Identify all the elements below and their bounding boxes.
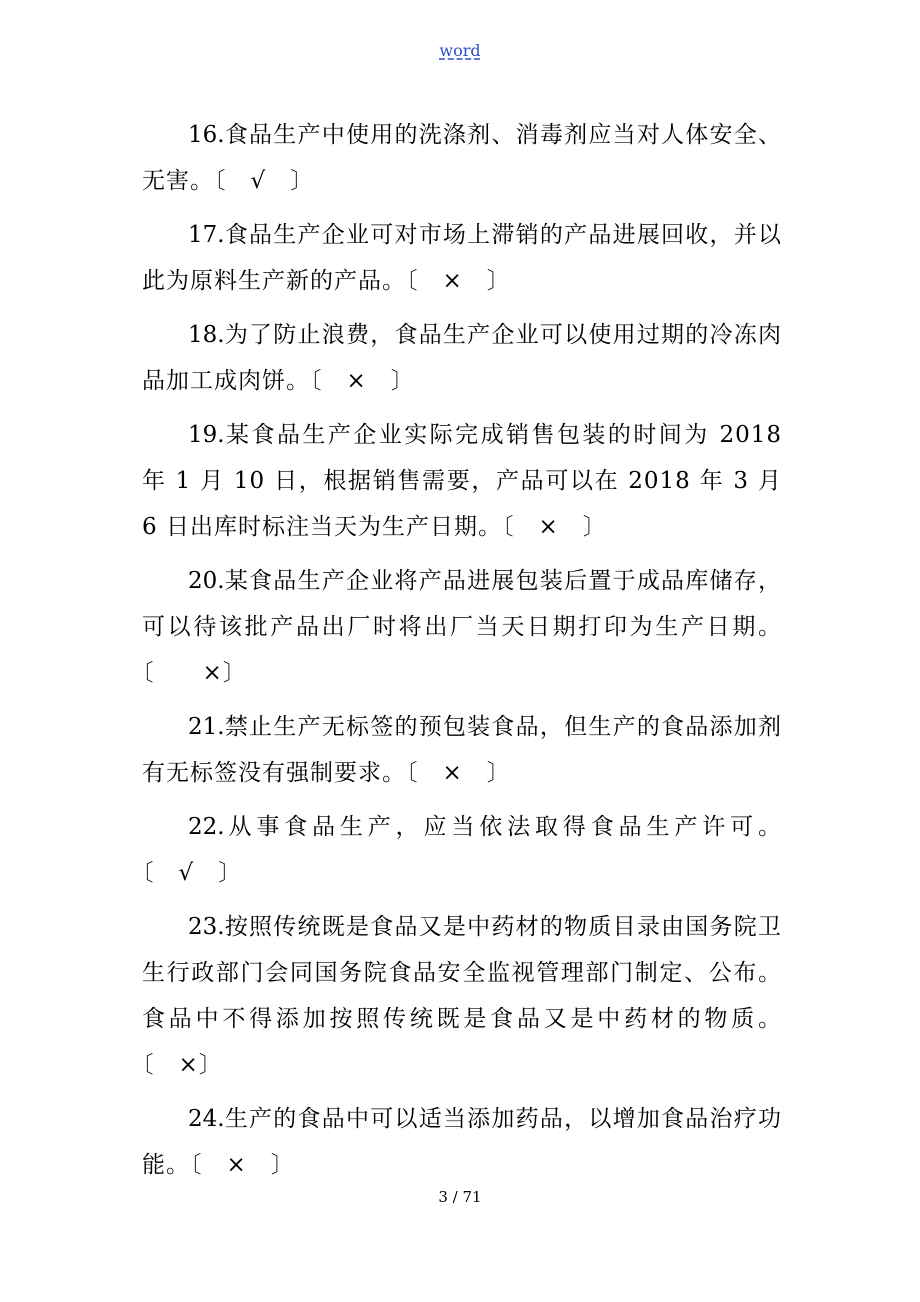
question-number: 21. — [188, 714, 225, 740]
answer-mark: 〔 ×〕 — [142, 1052, 223, 1078]
answer-mark: 〔 × 〕 — [406, 760, 511, 786]
answer-mark: 〔 √ 〕 — [142, 860, 243, 886]
question-item — [142, 312, 782, 404]
answer-mark: 〔 √ 〕 — [214, 168, 315, 194]
page-number: 3 / 71 — [438, 1188, 482, 1206]
question-text: 某食品生产企业实际完成销售包装的时间为 2018 年 1 月 10 日，根据销售需要，产品可以在 2018 年 3 月 6 日出库时标注当天为生产日期。 — [142, 422, 782, 540]
question-item — [142, 704, 782, 796]
question-text: 食品生产中使用的洗涤剂、消毒剂应当对人体安全、无害。 — [142, 122, 782, 194]
answer-mark: 〔 ×〕 — [142, 660, 247, 686]
answer-mark: 〔 × 〕 — [310, 368, 415, 394]
question-text: 从事食品生产，应当依法取得食品生产许可。 — [224, 814, 782, 840]
question-number: 19. — [188, 422, 225, 448]
answer-mark: 〔 × 〕 — [190, 1152, 295, 1178]
question-text: 为了防止浪费，食品生产企业可以使用过期的冷冻肉品加工成肉饼。 — [142, 322, 782, 394]
question-item — [142, 412, 782, 550]
answer-mark: 〔 × 〕 — [501, 514, 607, 540]
question-number: 16. — [188, 122, 225, 148]
question-number: 24. — [188, 1106, 225, 1132]
question-item — [142, 1096, 782, 1188]
question-number: 18. — [188, 322, 225, 348]
question-text: 生产的食品中可以适当添加药品，以增加食品治疗功能。 — [142, 1106, 782, 1178]
question-item — [142, 558, 782, 696]
question-item — [142, 904, 782, 1088]
question-number: 20. — [188, 568, 225, 594]
question-item — [142, 212, 782, 304]
question-text: 某食品生产企业将产品进展包装后置于成品库储存，可以待该批产品出厂时将出厂当天日期打印为生产日期。 — [142, 568, 782, 640]
header-word-link[interactable]: word — [439, 41, 481, 60]
question-number: 23. — [188, 914, 225, 940]
question-text: 食品生产企业可对市场上滞销的产品进展回收，并以此为原料生产新的产品。 — [142, 222, 782, 294]
answer-mark: 〔 × 〕 — [406, 268, 511, 294]
question-text: 禁止生产无标签的预包装食品，但生产的食品添加剂有无标签没有强制要求。 — [142, 714, 782, 786]
question-list — [142, 112, 782, 1196]
question-number: 17. — [188, 222, 225, 248]
question-number: 22. — [188, 814, 225, 840]
question-item — [142, 804, 782, 896]
question-item — [142, 112, 782, 204]
question-text: 按照传统既是食品又是中药材的物质目录由国务院卫生行政部门会同国务院食品安全监视管理部门制定、公布。食品中不得添加按照传统既是食品又是中药材的物质。 — [142, 914, 782, 1032]
page-header — [0, 40, 920, 62]
